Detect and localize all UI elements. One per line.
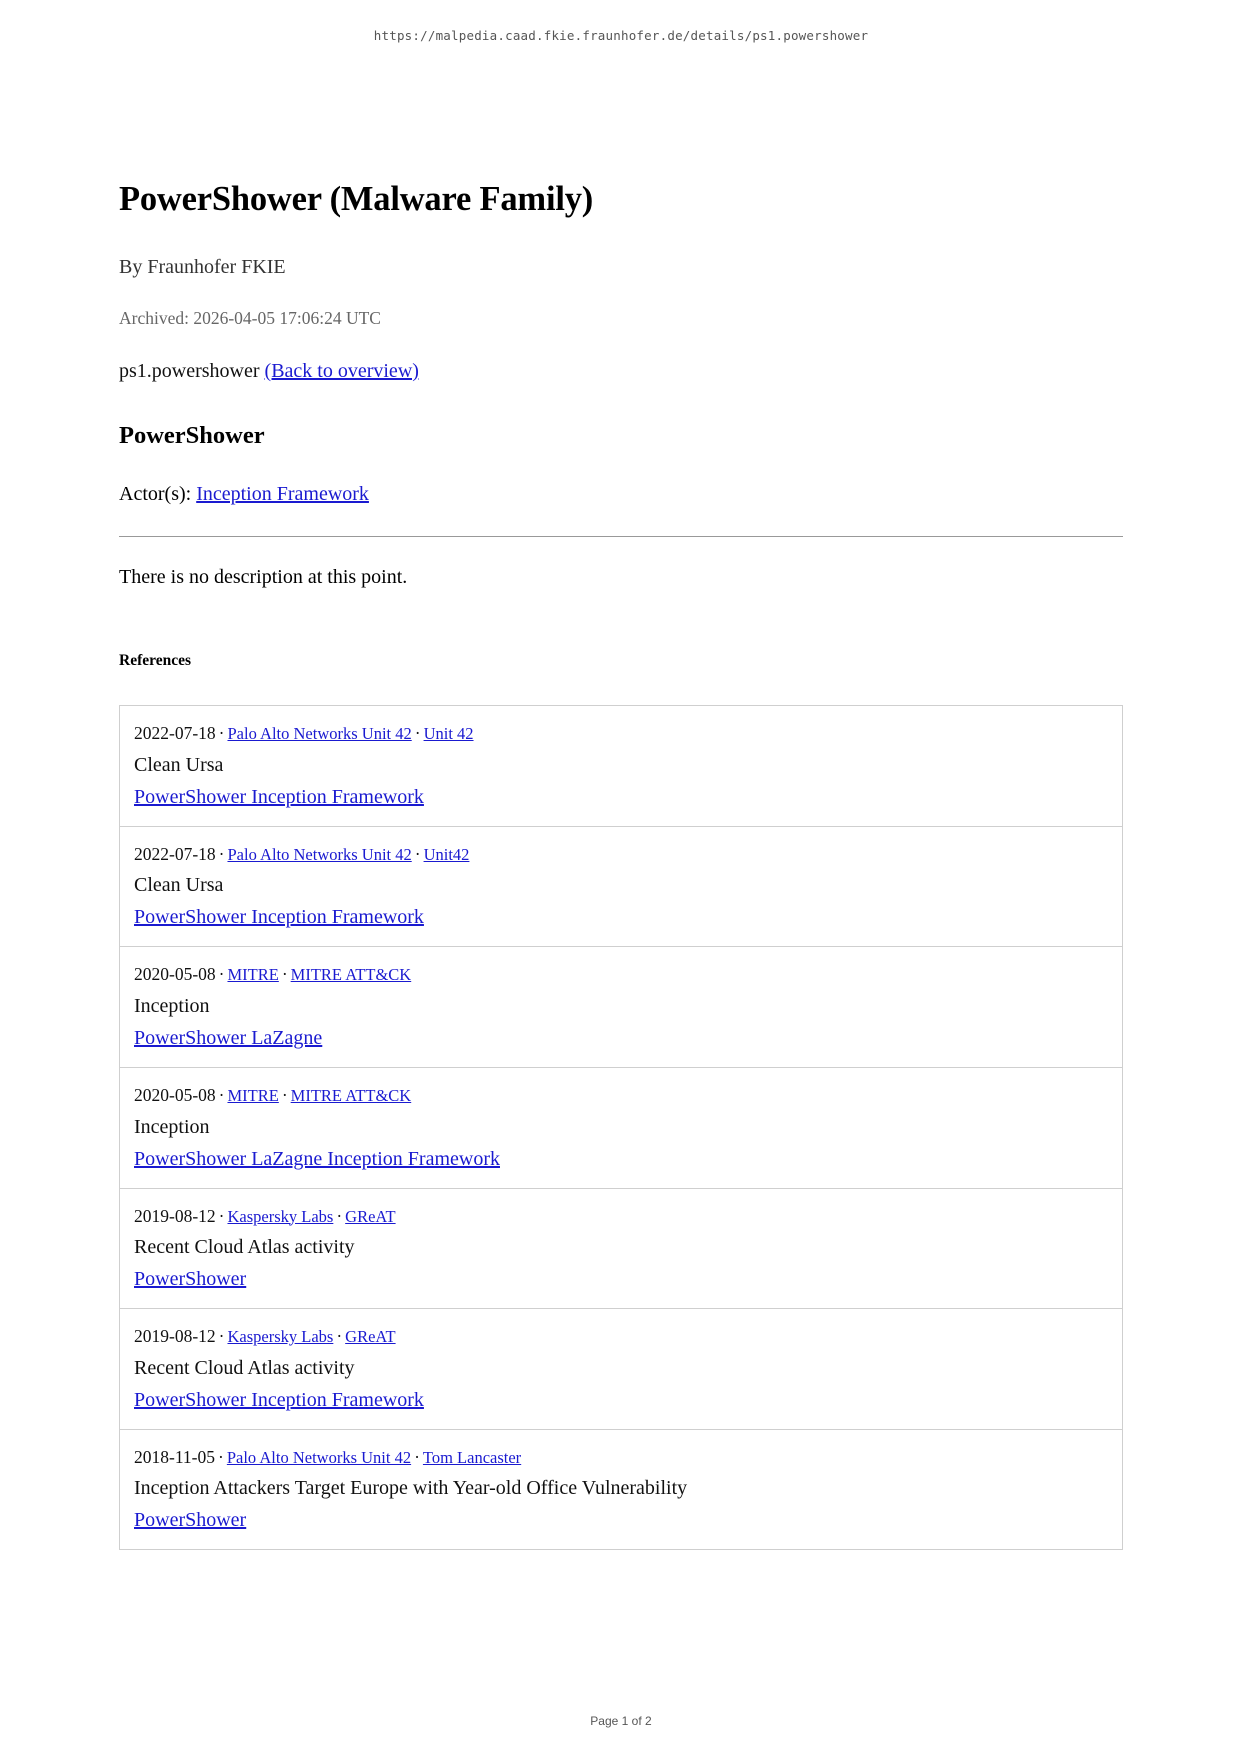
reference-date: 2019-08-12 [134, 1205, 216, 1226]
reference-date: 2020-05-08 [134, 1084, 216, 1105]
table-row [120, 947, 1122, 1068]
table-row [120, 1430, 1122, 1551]
reference-source-link[interactable]: Palo Alto Networks Unit 42 [227, 844, 412, 864]
actors-label: Actor(s): [119, 483, 192, 505]
reference-author-link[interactable]: GReAT [345, 1327, 396, 1347]
reference-date: 2022-07-18 [134, 843, 216, 864]
reference-tags [134, 1268, 1108, 1291]
reference-author-link[interactable]: MITRE ATT&CK [290, 965, 412, 985]
reference-author-link[interactable]: Tom Lancaster [422, 1447, 522, 1467]
reference-tags [134, 906, 1108, 929]
reference-title: Clean Ursa [134, 874, 224, 897]
malware-identifier: ps1.powershower [119, 360, 260, 382]
reference-meta: 2020-05-08 · MITRE · MITRE ATT&CK [134, 1084, 412, 1105]
reference-author-link[interactable]: MITRE ATT&CK [290, 1085, 412, 1105]
page-title: PowerShower (Malware Family) [119, 180, 594, 218]
back-to-overview-link[interactable]: (Back to overview) [264, 360, 419, 382]
reference-source-link[interactable]: Kaspersky Labs [227, 1206, 334, 1226]
byline: By Fraunhofer FKIE [119, 256, 286, 278]
reference-tags-link[interactable]: PowerShower Inception Framework [134, 906, 424, 929]
page-url: https://malpedia.caad.fkie.fraunhofer.de/details/ps1.powershower [373, 28, 869, 43]
archived-timestamp: Archived: 2026-04-05 17:06:24 UTC [119, 308, 381, 328]
reference-tags-link[interactable]: PowerShower [134, 1509, 247, 1532]
reference-date: 2019-08-12 [134, 1326, 216, 1347]
table-row [120, 706, 1122, 827]
reference-tags [134, 1509, 1108, 1532]
reference-meta: 2022-07-18 · Palo Alto Networks Unit 42 · Unit42 [134, 843, 470, 864]
reference-title: Recent Cloud Atlas activity [134, 1356, 355, 1379]
table-row [120, 1309, 1122, 1430]
reference-tags-link[interactable]: PowerShower LaZagne Inception Framework [134, 1147, 500, 1170]
document-content [119, 180, 1123, 1550]
reference-meta: 2018-11-05 · Palo Alto Networks Unit 42 · Tom Lancaster [134, 1446, 522, 1467]
references-table [119, 705, 1123, 1550]
reference-meta: 2019-08-12 · Kaspersky Labs · GReAT [134, 1326, 396, 1347]
section-title: PowerShower [119, 422, 265, 449]
reference-title: Inception [134, 1115, 210, 1138]
table-row [120, 1189, 1122, 1310]
reference-date: 2020-05-08 [134, 964, 216, 985]
reference-title: Inception [134, 994, 210, 1017]
reference-tags [134, 1027, 1108, 1050]
reference-tags-link[interactable]: PowerShower [134, 1268, 247, 1291]
page-number: Page 1 of 2 [590, 1714, 652, 1728]
divider [119, 536, 1123, 537]
reference-title: Inception Attackers Target Europe with Year-old Office Vulnerability [134, 1477, 688, 1500]
reference-title: Recent Cloud Atlas activity [134, 1236, 355, 1259]
reference-date: 2018-11-05 [134, 1446, 216, 1467]
reference-tags [134, 1389, 1108, 1412]
reference-meta: 2022-07-18 · Palo Alto Networks Unit 42 · Unit 42 [134, 723, 474, 743]
description-text: There is no description at this point. [119, 566, 408, 588]
identifier-line [119, 360, 1123, 383]
reference-date: 2022-07-18 [134, 723, 216, 743]
reference-meta: 2019-08-12 · Kaspersky Labs · GReAT [134, 1205, 396, 1226]
reference-title: Clean Ursa [134, 753, 224, 776]
reference-source-link[interactable]: Kaspersky Labs [227, 1327, 334, 1347]
actor-link-inception-framework[interactable]: Inception Framework [196, 483, 369, 505]
reference-author-link[interactable]: GReAT [345, 1206, 396, 1226]
table-row [120, 827, 1122, 948]
references-heading: References [119, 652, 192, 669]
table-row [120, 1068, 1122, 1189]
actors-line [119, 483, 1123, 506]
reference-tags [134, 786, 1108, 809]
reference-tags-link[interactable]: PowerShower LaZagne [134, 1026, 323, 1049]
reference-tags-link[interactable]: PowerShower Inception Framework [134, 785, 424, 808]
reference-source-link[interactable]: Palo Alto Networks Unit 42 [227, 724, 412, 743]
reference-source-link[interactable]: MITRE [227, 1085, 279, 1105]
reference-meta: 2020-05-08 · MITRE · MITRE ATT&CK [134, 964, 412, 985]
reference-author-link[interactable]: Unit42 [423, 844, 470, 864]
reference-tags-link[interactable]: PowerShower Inception Framework [134, 1388, 424, 1411]
reference-source-link[interactable]: Palo Alto Networks Unit 42 [226, 1447, 412, 1467]
reference-source-link[interactable]: MITRE [227, 965, 279, 985]
reference-tags [134, 1148, 1108, 1171]
reference-author-link[interactable]: Unit 42 [423, 724, 474, 743]
